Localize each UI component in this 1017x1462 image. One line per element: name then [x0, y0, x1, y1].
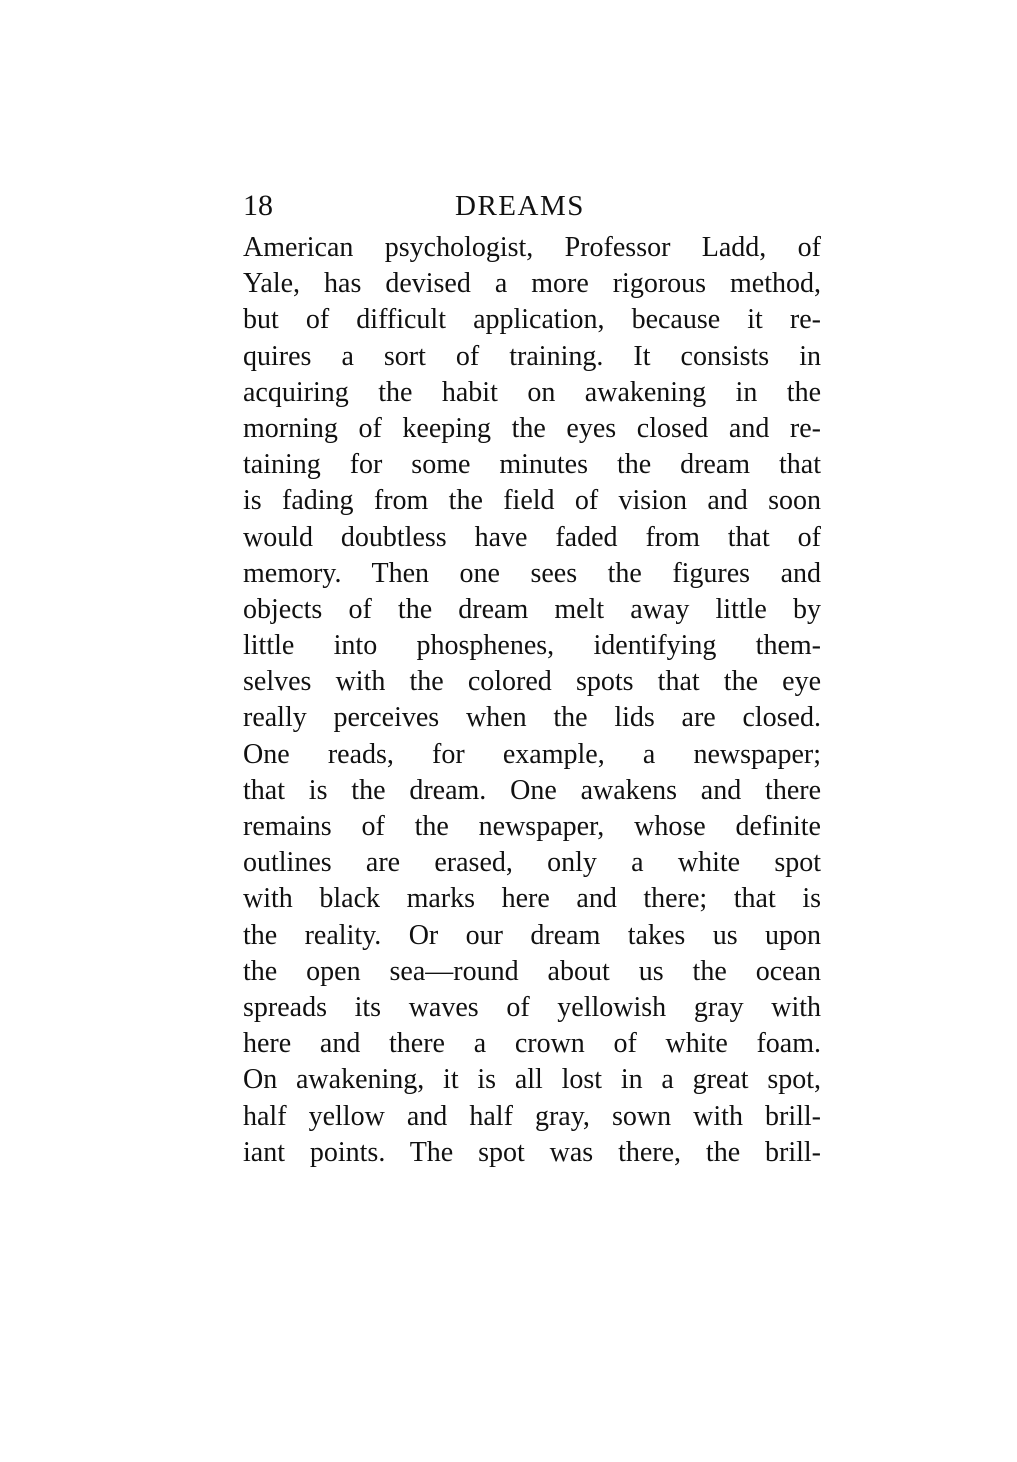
page-header: [243, 186, 823, 226]
text-line: is fading from the field of vision and soon: [243, 485, 821, 517]
text-line: morning of keeping the eyes closed and re-: [243, 412, 821, 444]
text-line: selves with the colored spots that the eye: [243, 666, 821, 698]
text-line: but of difficult application, because it re-: [243, 304, 821, 336]
text-line: the open sea—round about us the ocean: [243, 955, 821, 987]
page-number: 18: [243, 189, 273, 222]
text-line: remains of the newspaper, whose definite: [243, 811, 821, 842]
text-line: acquiring the habit on awakening in the: [243, 376, 821, 408]
text-line: outlines are erased, only a white spot: [243, 847, 821, 879]
text-line: half yellow and half gray, sown with brill-: [243, 1100, 821, 1132]
text-line: the reality. Or our dream takes us upon: [243, 919, 821, 951]
text-line: here and there a crown of white foam.: [243, 1028, 821, 1060]
text-line: memory. Then one sees the figures and: [243, 557, 821, 589]
text-line: with black marks here and there; that is: [243, 883, 821, 915]
text-line: On awakening, it is all lost in a great spot,: [243, 1064, 821, 1096]
text-line: would doubtless have faded from that of: [243, 521, 821, 553]
text-line: Yale, has devised a more rigorous method,: [243, 268, 821, 300]
text-line: little into phosphenes, identifying them-: [243, 630, 821, 662]
text-line: iant points. The spot was there, the brill-: [243, 1136, 821, 1168]
text-line: One reads, for example, a newspaper;: [243, 738, 821, 770]
text-line: objects of the dream melt away little by: [243, 593, 821, 625]
text-line: that is the dream. One awakens and there: [243, 774, 821, 806]
text-line: taining for some minutes the dream that: [243, 449, 821, 481]
text-line: American psychologist, Professor Ladd, of: [243, 232, 821, 263]
text-line: quires a sort of training. It consists in: [243, 340, 821, 372]
running-head-title: DREAMS: [455, 190, 585, 222]
text-line: spreads its waves of yellowish gray with: [243, 991, 821, 1023]
text-line: really perceives when the lids are closed.: [243, 702, 821, 734]
body-text: [243, 230, 821, 1171]
